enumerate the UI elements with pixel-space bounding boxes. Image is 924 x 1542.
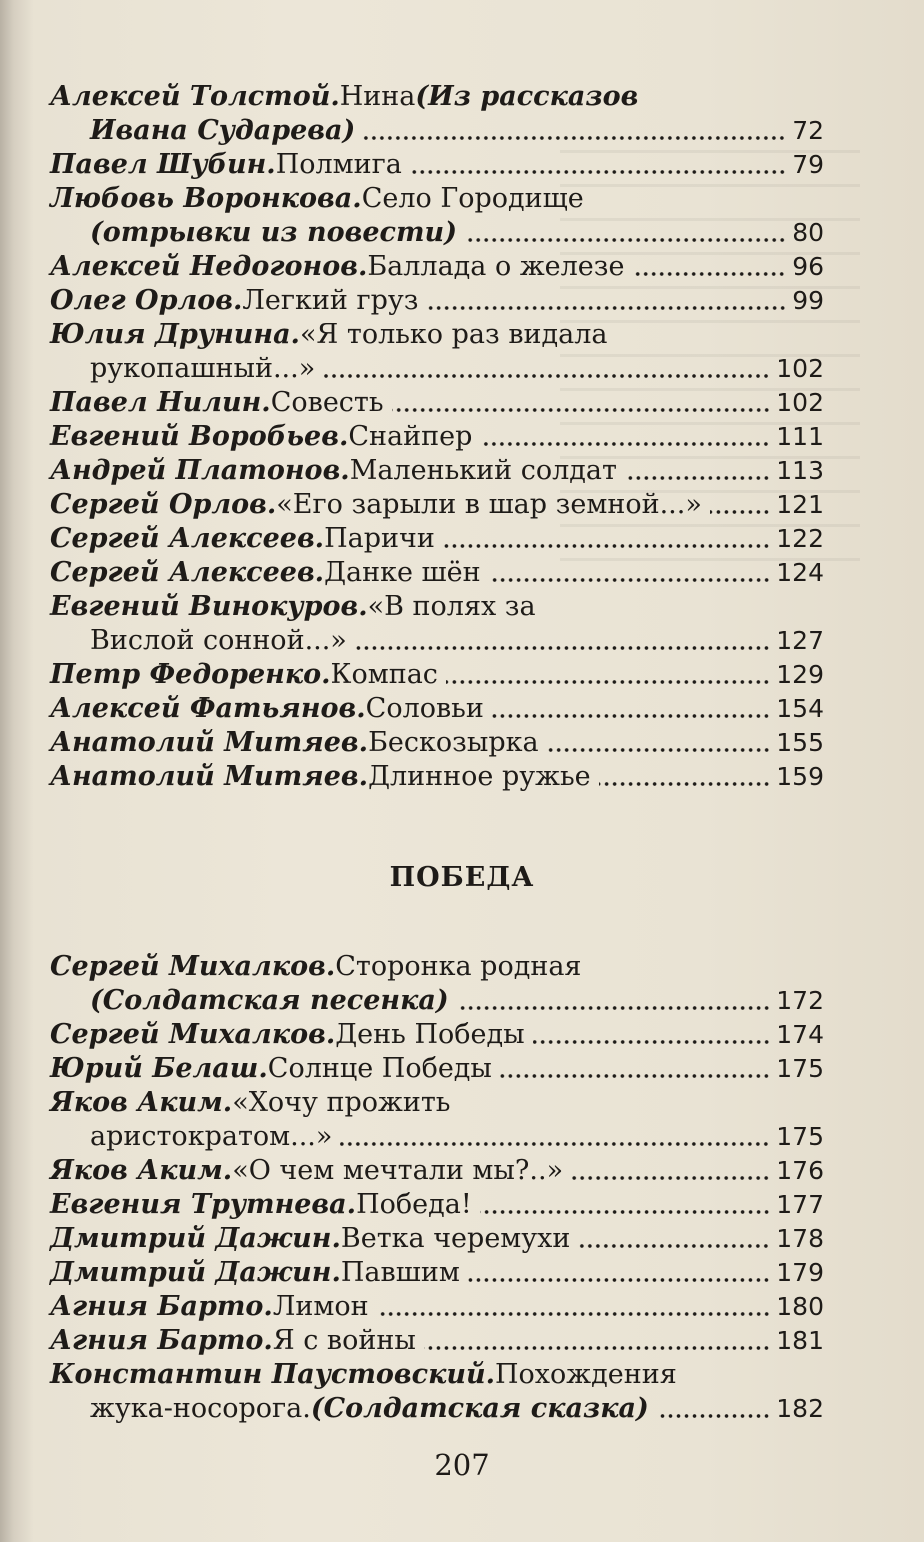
- entry-title: Я с войны: [272, 1325, 416, 1356]
- toc-entry-line: [0, 420, 924, 454]
- dot-leader: [363, 135, 786, 141]
- toc-entry: [0, 488, 924, 522]
- entry-subtitle-continued: (Солдатская сказка): [310, 1393, 649, 1424]
- entry-page-number: 129: [776, 660, 824, 689]
- entry-author: Сергей Орлов.: [50, 489, 277, 520]
- entry-title: Победа!: [356, 1189, 472, 1220]
- toc-entry-line: [0, 950, 924, 984]
- dot-leader: [468, 1277, 770, 1283]
- entry-page-number: 174: [776, 1020, 824, 1049]
- entry-author: Юрий Белаш.: [50, 1053, 268, 1084]
- entry-author: Сергей Алексеев.: [50, 557, 325, 588]
- toc-entry-line: [0, 590, 924, 624]
- toc-entry-line: [0, 522, 924, 556]
- entry-author: Юлия Друнина.: [50, 319, 300, 350]
- toc-entry: [0, 1324, 924, 1358]
- toc-entry-line: [0, 1358, 924, 1392]
- section-title: ПОБЕДА: [389, 862, 535, 893]
- toc-entry: [0, 1086, 924, 1154]
- dot-leader: [340, 1141, 770, 1147]
- toc-entry-line: [0, 1052, 924, 1086]
- entry-title: Бескозырка: [368, 727, 539, 758]
- toc-entry-line: [0, 658, 924, 692]
- entry-author: Петр Федоренко.: [50, 659, 331, 690]
- toc-entry: [0, 1018, 924, 1052]
- toc-entry: [0, 522, 924, 556]
- dot-leader: [533, 1039, 771, 1045]
- entry-author: Алексей Фатьянов.: [50, 693, 366, 724]
- toc-entry: [0, 1052, 924, 1086]
- entry-author: Алексей Недогонов.: [50, 251, 368, 282]
- entry-page-number: 102: [776, 388, 824, 417]
- entry-page-number: 72: [792, 116, 824, 145]
- toc-entry-line: [0, 488, 924, 522]
- entry-author: Агния Барто.: [50, 1291, 273, 1322]
- toc-entry: [0, 1154, 924, 1188]
- dot-leader: [547, 747, 771, 753]
- entry-subtitle: (Из рассказов: [415, 81, 639, 112]
- toc-entry: [0, 148, 924, 182]
- toc-entry: [0, 318, 924, 386]
- toc-entry-line: [0, 1222, 924, 1256]
- entry-subtitle-continued: Ивана Сударева): [90, 115, 356, 146]
- entry-author: Яков Аким.: [50, 1087, 233, 1118]
- toc-entry-line: [0, 182, 924, 216]
- entry-author: Павел Шубин.: [50, 149, 276, 180]
- toc-entry: [0, 1290, 924, 1324]
- dot-leader: [599, 781, 771, 787]
- entry-page-number: 179: [776, 1258, 824, 1287]
- entry-author: Сергей Алексеев.: [50, 523, 325, 554]
- dot-leader: [632, 271, 786, 277]
- toc-entry-line: [0, 692, 924, 726]
- entry-title: «Хочу прожить: [232, 1087, 451, 1118]
- entry-title-continued: рукопашный...»: [90, 353, 316, 384]
- entry-page-number: 176: [776, 1156, 824, 1185]
- entry-title: Ветка черемухи: [340, 1223, 571, 1254]
- entry-author: Яков Аким.: [50, 1155, 233, 1186]
- entry-page-number: 99: [792, 286, 824, 315]
- dot-leader: [489, 577, 771, 583]
- entry-title-continued: Вислой сонной...»: [90, 625, 347, 656]
- entry-page-number: 121: [776, 490, 824, 519]
- dot-leader: [446, 679, 770, 685]
- entry-title: Снайпер: [348, 421, 473, 452]
- dot-leader: [710, 509, 770, 515]
- entry-page-number: 80: [792, 218, 824, 247]
- dot-leader: [578, 1243, 770, 1249]
- toc-entry: [0, 284, 924, 318]
- toc-entry: [0, 658, 924, 692]
- entry-page-number: 155: [776, 728, 824, 757]
- dot-leader: [355, 645, 770, 651]
- entry-title: Паричи: [324, 523, 435, 554]
- entry-title: Данке шён: [324, 557, 481, 588]
- toc-entry: [0, 182, 924, 250]
- entry-page-number: 111: [776, 422, 824, 451]
- entry-subtitle-continued: (отрывки из повести): [90, 217, 457, 248]
- entry-author: Евгений Винокуров.: [50, 591, 368, 622]
- toc-entry: [0, 950, 924, 1018]
- entry-author: Сергей Михалков.: [50, 1019, 336, 1050]
- toc-entry-continuation: [0, 216, 924, 250]
- toc-entry: [0, 1358, 924, 1426]
- toc-entry-line: [0, 80, 924, 114]
- entry-title: Соловьи: [365, 693, 484, 724]
- entry-title: Совесть: [270, 387, 384, 418]
- entry-page-number: 127: [776, 626, 824, 655]
- entry-author: Олег Орлов.: [50, 285, 243, 316]
- entry-page-number: 122: [776, 524, 824, 553]
- toc-entry-line: [0, 1018, 924, 1052]
- toc-entry-line: [0, 556, 924, 590]
- entry-title: Легкий груз: [242, 285, 419, 316]
- dot-leader: [443, 543, 770, 549]
- toc-section-1: [0, 80, 924, 794]
- toc-entry-line: [0, 726, 924, 760]
- toc-entry: [0, 386, 924, 420]
- entry-title: «Я только раз видала: [299, 319, 608, 350]
- toc-entry-continuation: [0, 1120, 924, 1154]
- toc-entry-continuation: [0, 114, 924, 148]
- dot-leader: [424, 1345, 770, 1351]
- entry-title: Длинное ружье: [368, 761, 591, 792]
- entry-page-number: 113: [776, 456, 824, 485]
- entry-page-number: 181: [776, 1326, 824, 1355]
- toc-entry-line: [0, 1188, 924, 1222]
- dot-leader: [492, 713, 770, 719]
- dot-leader: [457, 1005, 771, 1011]
- toc-entry-continuation: [0, 624, 924, 658]
- toc-entry-line: [0, 386, 924, 420]
- toc-entry: [0, 590, 924, 658]
- toc-entry: [0, 726, 924, 760]
- entry-title-continued: жука-носорога.: [90, 1393, 311, 1424]
- dot-leader: [410, 169, 786, 175]
- toc-entry-continuation: [0, 352, 924, 386]
- entry-author: Агния Барто.: [50, 1325, 273, 1356]
- toc-entry: [0, 760, 924, 794]
- entry-page-number: 124: [776, 558, 824, 587]
- entry-author: Анатолий Митяев.: [50, 727, 369, 758]
- toc-entry-line: [0, 1154, 924, 1188]
- entry-author: Павел Нилин.: [50, 387, 271, 418]
- entry-page-number: 178: [776, 1224, 824, 1253]
- entry-author: Андрей Платонов.: [50, 455, 350, 486]
- toc-entry-line: [0, 284, 924, 318]
- entry-author: Любовь Воронкова.: [50, 183, 362, 214]
- entry-page-number: 79: [792, 150, 824, 179]
- entry-title: Сторонка родная: [335, 951, 582, 982]
- entry-author: Сергей Михалков.: [50, 951, 336, 982]
- page-number: 207: [434, 1448, 490, 1482]
- entry-page-number: 96: [792, 252, 824, 281]
- entry-author: Евгений Воробьев.: [50, 421, 349, 452]
- toc-entry-line: [0, 1086, 924, 1120]
- toc-entry-continuation: [0, 1392, 924, 1426]
- entry-page-number: 175: [776, 1122, 824, 1151]
- entry-title: Полмига: [275, 149, 402, 180]
- entry-page-number: 154: [776, 694, 824, 723]
- entry-subtitle-continued: (Солдатская песенка): [90, 985, 449, 1016]
- entry-title: Компас: [330, 659, 438, 690]
- dot-leader: [657, 1413, 771, 1419]
- entry-title: Баллада о железе: [367, 251, 625, 282]
- toc-entry-line: [0, 148, 924, 182]
- toc-entry-line: [0, 1290, 924, 1324]
- toc-entry-line: [0, 760, 924, 794]
- entry-title-continued: аристократом...»: [90, 1121, 333, 1152]
- toc-entry: [0, 556, 924, 590]
- entry-author: Евгения Трутнева.: [50, 1189, 357, 1220]
- dot-leader: [480, 1209, 771, 1215]
- toc-entry-line: [0, 250, 924, 284]
- entry-title: Похождения: [495, 1359, 677, 1390]
- toc-entry: [0, 1222, 924, 1256]
- dot-leader: [427, 305, 787, 311]
- toc-entry-line: [0, 318, 924, 352]
- toc-entry: [0, 250, 924, 284]
- entry-title: «О чем мечтали мы?..»: [232, 1155, 564, 1186]
- dot-leader: [571, 1175, 770, 1181]
- entry-page-number: 159: [776, 762, 824, 791]
- entry-page-number: 182: [776, 1394, 824, 1423]
- toc-entry-line: [0, 454, 924, 488]
- entry-title: Павшим: [340, 1257, 460, 1288]
- entry-author: Алексей Толстой.: [50, 81, 340, 112]
- toc-entry: [0, 80, 924, 148]
- toc-section-2: [0, 950, 924, 1426]
- entry-title: Маленький солдат: [349, 455, 617, 486]
- toc-entry-line: [0, 1256, 924, 1290]
- entry-author: Дмитрий Дажин.: [50, 1223, 341, 1254]
- dot-leader: [377, 1311, 771, 1317]
- entry-page-number: 175: [776, 1054, 824, 1083]
- entry-page-number: 180: [776, 1292, 824, 1321]
- toc-entry: [0, 420, 924, 454]
- toc-entry: [0, 454, 924, 488]
- entry-title: Лимон: [272, 1291, 369, 1322]
- entry-page-number: 172: [776, 986, 824, 1015]
- entry-title: Солнце Победы: [267, 1053, 492, 1084]
- entry-page-number: 102: [776, 354, 824, 383]
- dot-leader: [392, 407, 771, 413]
- toc-entry-line: [0, 1324, 924, 1358]
- entry-author: Константин Паустовский.: [50, 1359, 495, 1390]
- toc-entry-continuation: [0, 984, 924, 1018]
- entry-title: Нина: [339, 81, 416, 112]
- entry-title: «Его зарыли в шар земной...»: [276, 489, 702, 520]
- toc-entry: [0, 1256, 924, 1290]
- entry-title: Село Городище: [361, 183, 584, 214]
- entry-title: «В полях за: [367, 591, 536, 622]
- entry-title: День Победы: [335, 1019, 525, 1050]
- entry-author: Дмитрий Дажин.: [50, 1257, 341, 1288]
- entry-author: Анатолий Митяев.: [50, 761, 369, 792]
- dot-leader: [465, 237, 786, 243]
- dot-leader: [480, 441, 770, 447]
- toc-entry: [0, 1188, 924, 1222]
- dot-leader: [625, 475, 770, 481]
- dot-leader: [500, 1073, 770, 1079]
- dot-leader: [323, 373, 770, 379]
- toc-entry: [0, 692, 924, 726]
- entry-page-number: 177: [776, 1190, 824, 1219]
